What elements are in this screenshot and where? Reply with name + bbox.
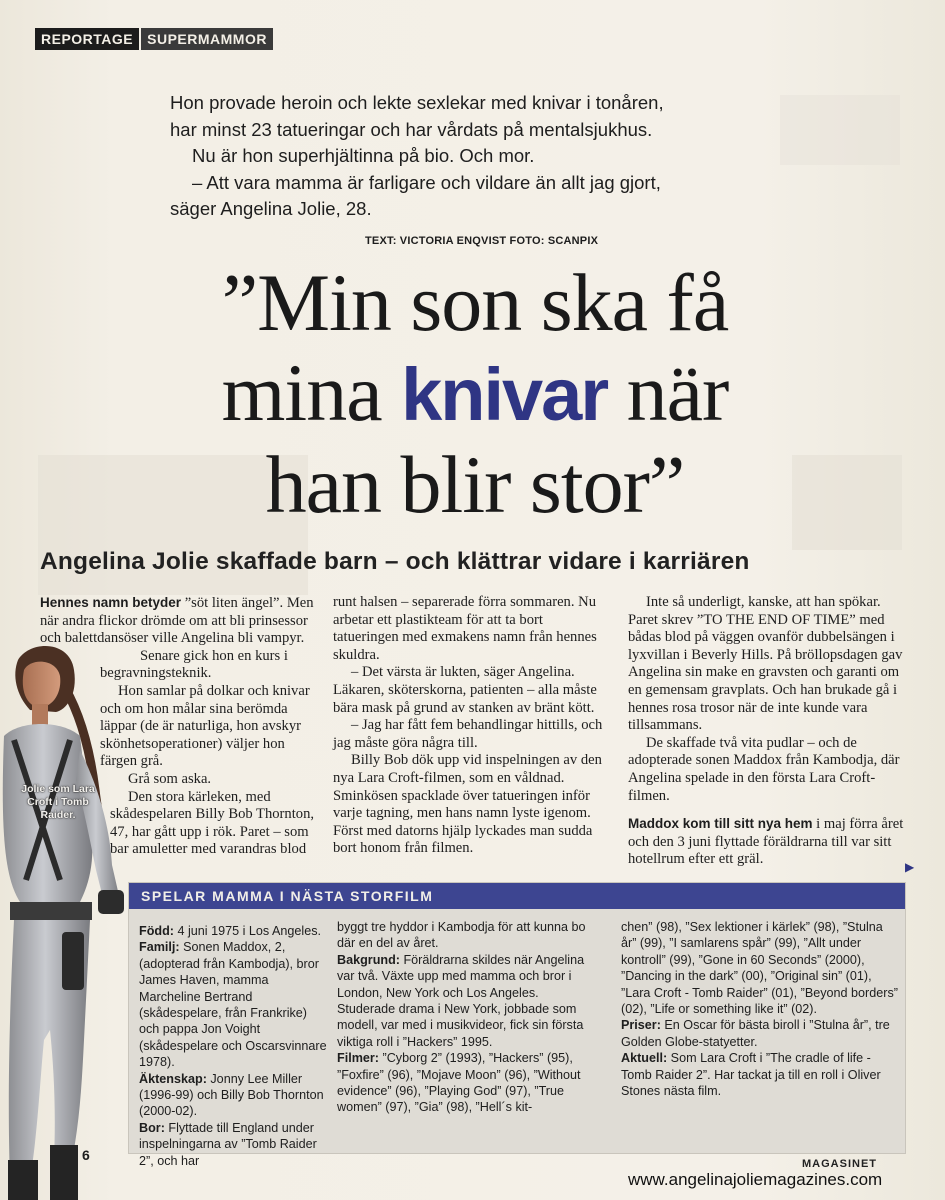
- fact-entry: chen” (98), ”Sex lektioner i kärlek” (98), ”Stulna år” (99), ”I samlarens spår” (99), ”Allt under kontroll” (99), ”Gone in 60 Seconds” (2000), ”Dancing in the dark” (00), ”Original sin” (01), ”Lara Croft - Tomb Raider” (01), ”Beyond borders” (02), ”Life or something like it” (02).: [621, 920, 898, 1017]
- paragraph: De skaffade två vita pudlar – och de adopterade sonen Maddox från Kambodja, där Angelina spelade in den första Lara Croft-filmen.: [628, 734, 900, 804]
- fact-value: Föräldrarna skildes när Angelina var två. Växte upp med mamma och bror i London, New York och Los Angeles. Studerade drama i New York, jobbade som modell, var med i musikvideor, fick sin första viktiga roll i ”Hackers” 1995.: [337, 952, 585, 1049]
- fact-entry: [139, 1120, 327, 1169]
- fact-label: Född:: [139, 924, 174, 938]
- intro-text: [170, 90, 790, 223]
- fact-column-1: [135, 923, 327, 1169]
- headline-line: han blir stor”: [265, 439, 685, 530]
- article-column-2: [333, 594, 608, 858]
- magazine-label: MAGASINET: [802, 1158, 877, 1170]
- fact-value: ”Cyborg 2” (1993), ”Hackers” (95), ”Foxfire” (96), ”Mojave Moon” (96), ”Without evidence” (96), ”Playing God” (97), ”True women” (97), ”Gia” (98), ”Hell´s kit-: [337, 1051, 581, 1115]
- fact-entry: [139, 1071, 327, 1120]
- boot-shape: [8, 1160, 38, 1200]
- paragraph: runt halsen – separerade förra sommaren. Nu arbetar ett plastikteam för att ta bort tatueringen med exmakens namn från hennes skuldra.: [333, 594, 597, 663]
- lead-in: Hennes namn betyder: [40, 595, 182, 610]
- fact-value: 4 juni 1975 i Los Angeles.: [173, 924, 322, 938]
- fact-value: En Oscar för bästa biroll i ”Stulna år”, tre Golden Globe-statyetter.: [621, 1018, 890, 1049]
- fact-label: Bakgrund:: [337, 952, 400, 967]
- headline-line: ”Min son ska få: [221, 257, 729, 348]
- section-label: REPORTAGE: [35, 28, 139, 50]
- fact-label: Aktuell:: [621, 1051, 668, 1066]
- page-number: 6: [82, 1147, 90, 1163]
- fact-entry: [621, 1050, 899, 1099]
- paragraph: Grå som aska.: [128, 770, 212, 787]
- paragraph: Inte så underligt, kanske, att han spökar. Paret skrev ”TO THE END OF TIME” med bådas blod på väggen ovanför dubbelsängen i lyxvillan i Beverly Hills. På bröllopsdagen gav Angelina sin make en gravsten och garanti om en gemensam gravplats. Och han brukade gå i hennes rosa trosor när de inte kunde vara tillsammans.: [628, 594, 903, 734]
- fact-entry: [139, 939, 327, 1070]
- headline: [60, 258, 890, 530]
- paragraph: Billy Bob dök upp vid inspelningen av den nya Lara Croft-filmen, som en våldnad. Sminkösen spacklade över tatueringen inför varje tagning, men hans namn lyste igenom. Först med datorns hjälp lyckades man sudda bort honom från filmen.: [333, 752, 602, 857]
- intro-line: Hon provade heroin och lekte sexlekar med knivar i tonåren,: [170, 92, 664, 113]
- paragraph: [628, 815, 910, 869]
- fact-box-title-bar: [129, 883, 905, 909]
- headline-keyword: knivar: [401, 353, 608, 436]
- lead-in: Maddox kom till sitt nya hem: [628, 816, 813, 832]
- fact-entry: [337, 1050, 595, 1116]
- paragraph: Den stora kärleken, med skådespelaren Billy Bob Thornton, 47, har gått upp i rök. Paret – som bar amuletter med varandras blod: [110, 788, 315, 858]
- belt-shape: [10, 902, 92, 920]
- photo-caption: Jolie som Lara Croft i Tomb Raider.: [21, 783, 95, 821]
- headline-line: [60, 348, 890, 440]
- intro-line: säger Angelina Jolie, 28.: [170, 198, 372, 219]
- headline-fragment: när: [607, 347, 729, 438]
- headline-fragment: mina: [221, 347, 402, 438]
- fact-label: Bor:: [139, 1120, 165, 1135]
- fact-column-2: [337, 919, 595, 1116]
- glove-shape: [98, 890, 124, 914]
- lara-croft-photo: [0, 640, 140, 1200]
- fact-column-3: [621, 919, 899, 1099]
- fact-value: Flyttade till England under inspelningarna av ”Tomb Raider 2”, och har: [139, 1120, 317, 1168]
- bleed-through-block: [780, 95, 900, 165]
- fact-entry: byggt tre hyddor i Kambodja för att kunna bo där en del av året.: [337, 920, 586, 951]
- paragraph-text: i maj förra året och den 3 juni flyttade föräldrarna till var sitt hotellrum efter ett gräl.: [628, 816, 904, 868]
- intro-line: – Att vara mamma är farligare och vildare än allt jag gjort,: [192, 171, 661, 193]
- byline-credits: TEXT: VICTORIA ENQVIST FOTO: SCANPIX: [365, 235, 599, 247]
- fact-value: Jonny Lee Miller (1996-99) och Billy Bob Thornton (2000-02).: [139, 1071, 324, 1119]
- paragraph: Senare gick hon en kurs i begravningsteknik.: [100, 647, 288, 682]
- continue-arrow-icon: ▶: [905, 860, 915, 874]
- fact-entry: [337, 952, 595, 1050]
- fact-value: Sonen Maddox, 2, (adopterad från Kambodja), bror James Haven, mamma Marcheline Bertrand (skådespelare, från Frankrike) och pappa Jon Voight (skådespelare och Oscarsvinnare 1978).: [139, 940, 327, 1070]
- boot-shape: [50, 1145, 78, 1200]
- fact-label: Priser:: [621, 1018, 661, 1033]
- section-tag: [35, 28, 273, 50]
- website-watermark: www.angelinajoliemagazines.com: [628, 1170, 883, 1189]
- paragraph: Hon samlar på dolkar och knivar och om hon målar sina berömda läppar (de är naturliga, hon avskyr skönhetsoperationer) väljer hon färgen grå.: [100, 682, 310, 770]
- fact-label: Äktenskap:: [139, 1071, 207, 1086]
- paragraph-text: ”söt liten ängel”. Men när andra flickor drömde om att bli prinsessor och balettdansöser ville Angelina bli vampyr.: [40, 595, 314, 647]
- intro-line: har minst 23 tatueringar och har vårdats på mentalsjukhus.: [170, 118, 653, 140]
- fact-box-title: SPELAR MAMMA I NÄSTA STORFILM: [141, 888, 434, 904]
- paragraph: – Jag har fått fem behandlingar hittills, och jag måste göra några till.: [333, 717, 603, 751]
- fact-value: Som Lara Croft i ”The cradle of life - Tomb Raider 2”. Har tackat ja till en roll i Oliver Stones nästa film.: [621, 1051, 881, 1099]
- article-column-3: [628, 594, 910, 869]
- subheadline: Angelina Jolie skaffade barn – och klättrar vidare i karriären: [40, 548, 750, 575]
- subsection-label: SUPERMAMMOR: [141, 28, 273, 50]
- fact-label: Filmer:: [337, 1051, 379, 1066]
- fact-label: Familj:: [139, 940, 180, 955]
- intro-line: Nu är hon superhjältinna på bio. Och mor.: [192, 145, 535, 166]
- fact-entry: [621, 1017, 899, 1050]
- neck-shape: [32, 704, 48, 726]
- paragraph: – Det värsta är lukten, säger Angelina. Läkaren, sköterskorna, patienten – alla måste bära mask på grund av stanken av bränt kött.: [333, 664, 597, 716]
- holster-shape: [62, 932, 84, 990]
- fact-entry: [139, 923, 327, 939]
